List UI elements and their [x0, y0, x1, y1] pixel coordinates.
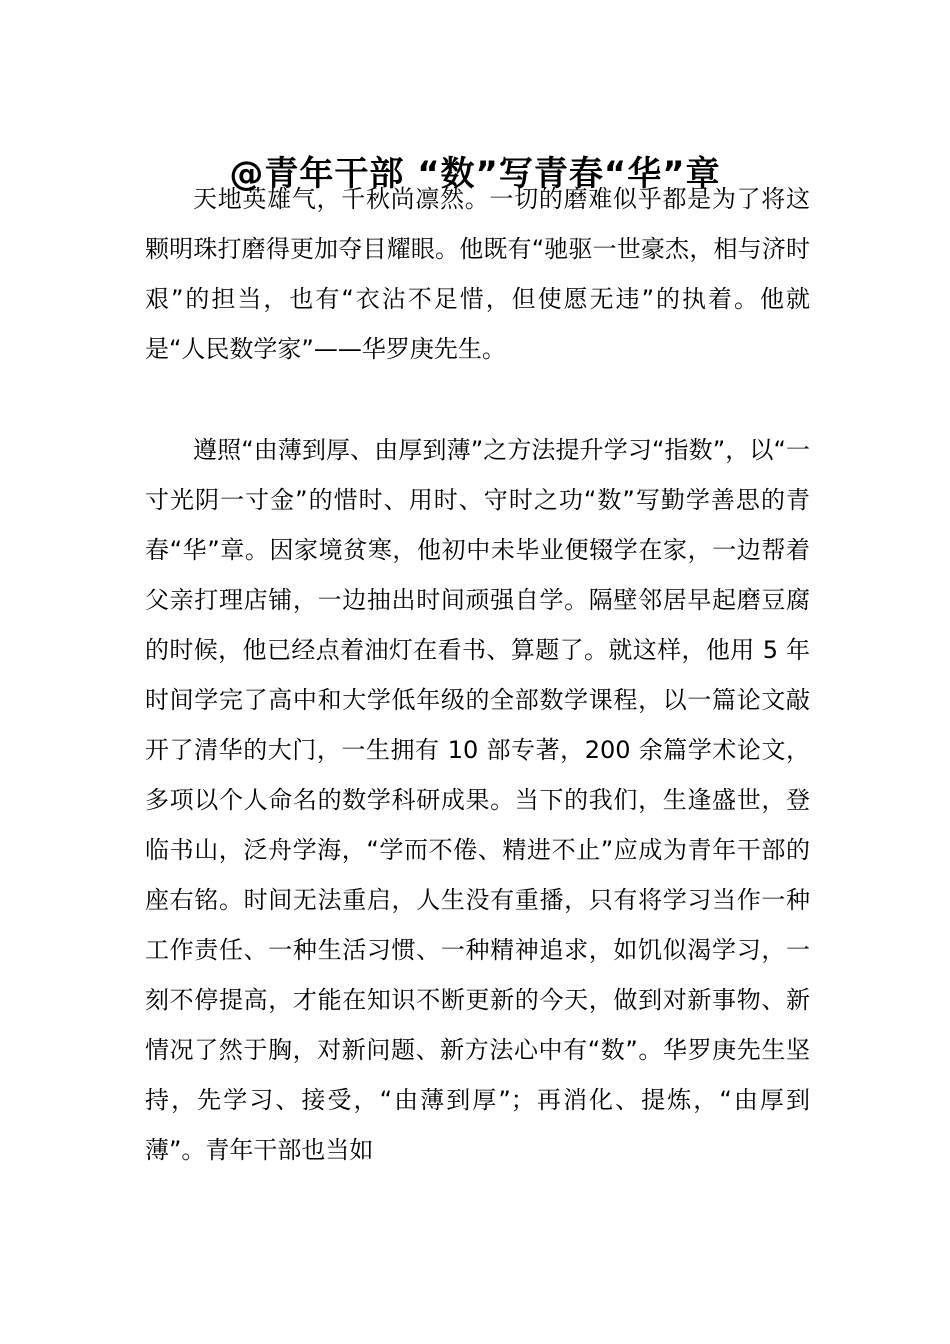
paragraph-intro: 天地英雄气，千秋尚凛然。一切的磨难似乎都是为了将这颗明珠打磨得更加夺目耀眼。他既有“驰驱一世豪杰，相与济时艰”的担当，也有“衣沾不足惜，但使愿无违”的执着。他就是“人民数学家”——华罗庚先生。 — [145, 185, 810, 363]
document-title: @青年干部 “数”写青春“华”章 — [229, 153, 721, 194]
paragraph-study: 遵照“由薄到厚、由厚到薄”之方法提升学习“指数”，以“一寸光阴一寸金”的惜时、用时、守时之功“数”写勤学善思的青春“华”章。因家境贫寒，他初中未毕业便辍学在家，一边帮着父亲打理店铺，一边抽出时间顽强自学。隔壁邻居早起磨豆腐的时候，他已经点着油灯在看书、算题了。就这样，他用 5 年时间学完了高中和大学低年级的全部数学课程，以一篇论文敲开了清华的大门，一生拥有 10 部专著，200 余篇学术论文，多项以个人命名的数学科研成果。当下的我们，生逢盛世，登临书山，泛舟学海，“学而不倦、精进不止”应成为青年干部的座右铭。时间无法重启，人生没有重播，只有将学习当作一种工作责任、一种生活习惯、一种精神追求，如饥似渴学习，一刻不停提高，才能在知识不断更新的今天，做到对新事物、新情况了然于胸，对新问题、新方法心中有“数”。华罗庚先生坚持，先学习、接受，“由薄到厚”；再消化、提炼，“由厚到薄”。青年干部也当如 — [145, 436, 810, 1164]
